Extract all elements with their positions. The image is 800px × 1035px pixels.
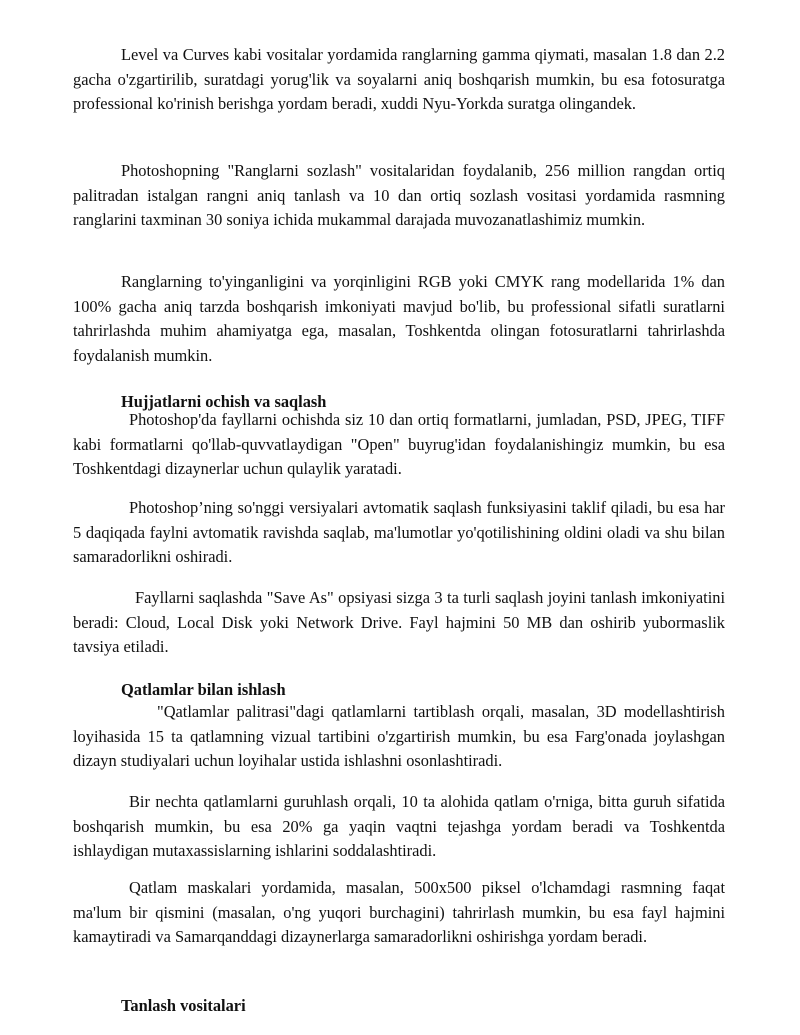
paragraph-gamma-levels: Level va Curves kabi vositalar yordamida ranglarning gamma qiymati, masalan 1.8 dan 2.2 gacha o'zgartirilib, suratdagi yorug'lik va soyalarni aniq boshqarish mumkin, bu esa fotosuratga professional ko'rinish berishga yordam beradi, xuddi Nyu-Yorkda suratga olingandek. [73,45,725,114]
paragraph-layers-palette: "Qatlamlar palitrasi"dagi qatlamlarni tartiblash orqali, masalan, 3D modellashtirish loyihasida 15 ta qatlamning vizual tartibini o'zgartirish mumkin, bu esa Farg'onada joylashgan dizayn studiyalari uchun loyihalar ustida ishlashni osonlashtiradi. [73,702,725,771]
paragraph-saturation-brightness: Ranglarning to'yinganligini va yorqinligini RGB yoki CMYK rang modellarida 1% dan 100% gacha aniq tarzda boshqarish imkoniyati mavjud bo'lib, bu professional sifatli suratlarni tahrirlashda muhim ahamiyatga ega, masalan, Toshkentda olingan fotosuratlarni tahrirlashda foydalanish mumkin. [73,272,725,365]
paragraph-color-adjustment: Photoshopning "Ranglarni sozlash" vositalaridan foydalanib, 256 million rangdan ortiq palitradan istalgan rangni aniq tanlash va 10 dan ortiq sozlash vositasi yordamida rasmning ranglarini taxminan 30 soniya ichida mukammal darajada muvozanatlashimiz mumkin. [73,161,725,230]
heading-layers: Qatlamlar bilan ishlash [121,680,286,699]
heading-open-save: Hujjatlarni ochish va saqlash [121,392,327,411]
paragraph-layer-grouping: Bir nechta qatlamlarni guruhlash orqali, 10 ta alohida qatlam o'rniga, bitta guruh sifatida boshqarish mumkin, bu esa 20% ga yaqin vaqtni tejashga yordam beradi va Toshkentda ishlaydigan mutaxassislarning ishlarini soddalashtiradi. [73,792,725,861]
paragraph-save-as: Fayllarni saqlashda "Save As" opsiyasi sizga 3 ta turli saqlash joyini tanlash imkoniyatini beradi: Cloud, Local Disk yoki Network Drive. Fayl hajmini 50 MB dan oshirib yubormaslik tavsiya etiladi. [73,588,725,657]
paragraph-layer-masks: Qatlam maskalari yordamida, masalan, 500x500 piksel o'lchamdagi rasmning faqat ma'lum bir qismini (masalan, o'ng yuqori burchagini) tahrirlash mumkin, bu esa fayl hajmini kamaytiradi va Samarqanddagi dizaynerlarga samaradorlikni oshirishga yordam beradi. [73,878,725,947]
heading-selection-tools: Tanlash vositalari [121,996,246,1015]
paragraph-autosave: Photoshop’ning so'nggi versiyalari avtomatik saqlash funksiyasini taklif qiladi, bu esa har 5 daqiqada faylni avtomatik ravishda saqlab, ma'lumotlar yo'qotilishining oldini oladi va shu bilan samaradorlikni oshiradi. [73,498,725,567]
paragraph-open-command: Photoshop'da fayllarni ochishda siz 10 dan ortiq formatlarni, jumladan, PSD, JPEG, TIFF kabi formatlarni qo'llab-quvvatlaydigan "Open" buyrug'idan foydalanishingiz mumkin, bu esa Toshkentdagi dizaynerlar uchun qulaylik yaratadi. [73,410,725,479]
